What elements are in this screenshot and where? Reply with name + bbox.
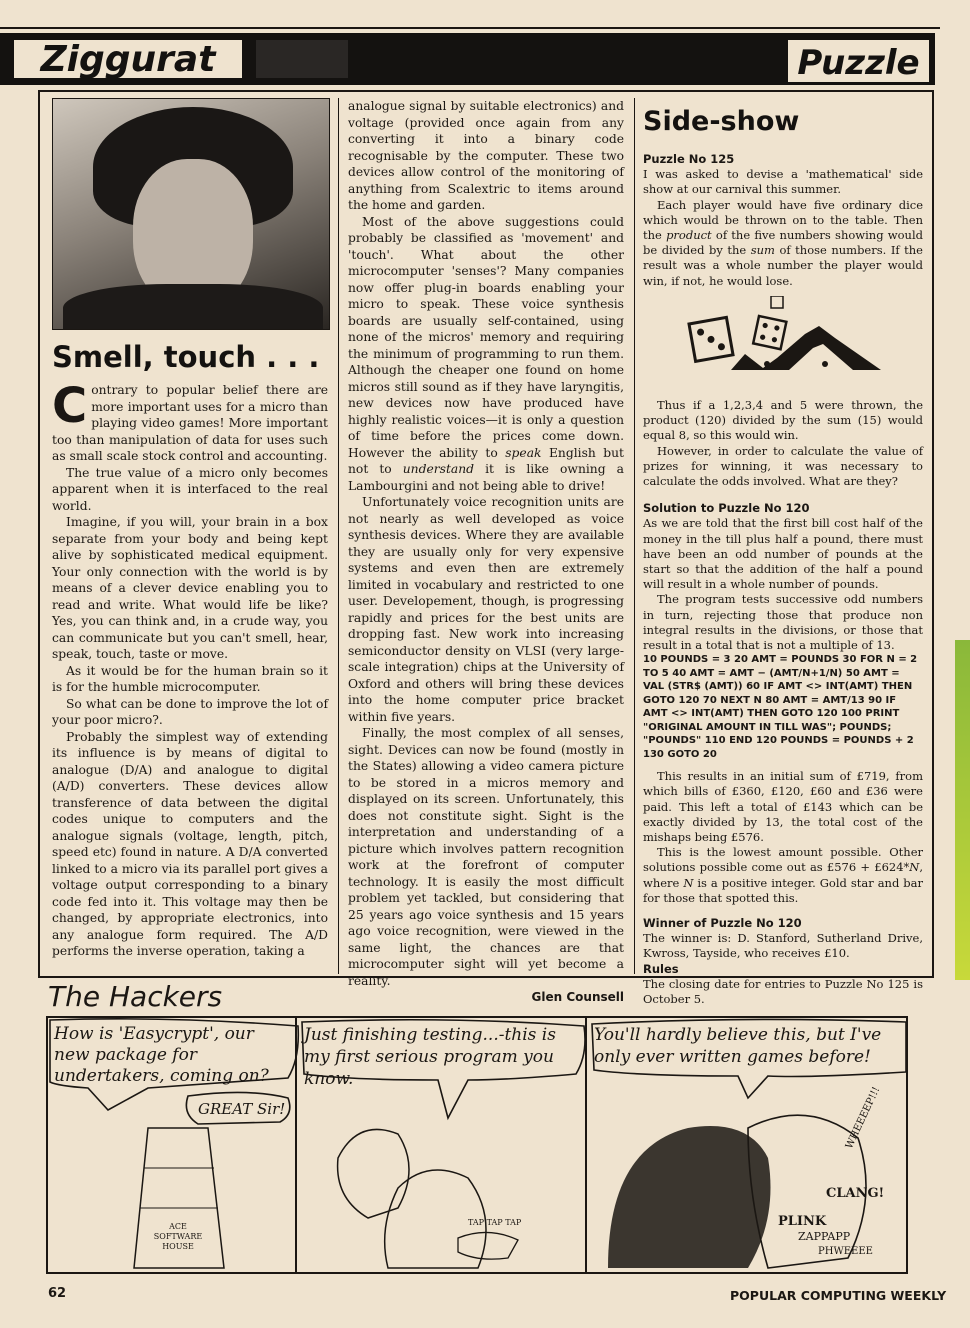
paragraph: The true value of a micro only becomes apparent when it is interfaced to the real world. [52, 465, 328, 513]
puzzle-number: Puzzle No 125 [643, 152, 735, 166]
paragraph: This is the lowest amount possible. Other solutions possible come out as £576 + £624*N, where N is a positive integer. Gold star and bar for those that spotted this. [643, 845, 924, 905]
dice-illustration [685, 296, 905, 376]
rules-heading: Rules [643, 961, 679, 976]
paragraph: Unfortunately voice recognition units are not nearly as well developed as voice synthesis devices. Where they are available they are usually only for very expensive systems and even then are extremely limited in vocabulary and restricted to one user. Developement, though, is progressing rapidly and prices for the best units are dropping fast. New work into increasing semiconductor density on VLSI (very large-scale integration) chips at the University of Oxford and others will bring these devices into the home computer price bracket within five years. [348, 495, 624, 724]
paragraph: However, in order to calculate the value of prizes for winning, it was necessary to calculate the odds involved. What are they? [643, 443, 923, 489]
basic-program-listing: 10 POUNDS = 3 20 AMT = POUNDS 30 FOR N = 2 TO 5 40 AMT = AMT − (AMT/N+1/N) 50 AMT = VAL (STR$ (AMT)) 60 IF AMT <> INT(AMT) THEN GOTO 120 70 NEXT N 80 AMT = AMT/13 90 IF AMT <> INT(AMT) THEN GOTO 120 100 PRINT "ORIGINAL AMOUNT IN TILL WAS"; POUNDS; "POUNDS" 110 END 120 POUNDS = POUNDS + 2 130 GOTO 20 [643, 654, 918, 760]
paragraph: As we are told that the first bill cost half of the money in the till plus half a pound, there must have been an odd number of pounds at the start so that the addition of the half a pound will result in a whole number of pounds. [643, 516, 923, 592]
paragraph: The program tests successive odd numbers in turn, rejecting those that produce non integral results in the divisions, or those that result in a total that is not a multiple of 13. [643, 592, 923, 653]
paragraph: So what can be done to improve the lot of your poor micro?. [52, 696, 328, 727]
paragraph: Imagine, if you will, your brain in a box separate from your body and being kept alive by sophisticated medical equipment. Your only connection with the world is by means of a clever device enabling you to read and write. What would life be like? Yes, you can think and, in a crude way, you can communicate but you can't smell, hear, speak, touch, taste or move. [52, 515, 328, 661]
rules-text: The closing date for entries to Puzzle No 125 is October 5. [643, 976, 923, 1007]
section-title-left: Ziggurat [40, 39, 216, 80]
sound-effect-plink: PLINK [778, 1214, 827, 1229]
page-edge-color [955, 640, 970, 980]
paragraph: I was asked to devise a 'mathematical' side show at our carnival this summer. [643, 167, 923, 197]
page-number: 62 [48, 1286, 67, 1301]
author-photo [52, 98, 330, 330]
die-icon [689, 317, 733, 361]
top-rule [0, 27, 940, 29]
paragraph: Most of the above suggestions could probably be classified as 'movement' and 'touch'. What about the other microcomputer 'senses'? Many companies now offer plug-in boards enabling your micro to speak. These voice synthesis boards are usually self-contained, using none of the micros' memory and requiring the minimum of programming to run them. Although the cheaper one found on home micros still sound as if they have laryngitis, new devices now have produced have highly realistic voices—it is only a question of time before the prices come down. However the ability to speak English but not to understand it is like owning a Lambourgini and not being able to drive! [348, 214, 624, 493]
paragraph: This results in an initial sum of £719, from which bills of £360, £120, £60 and £36 were paid. This left a total of £143 which can be exactly divided by 13, the total cost of the mishaps being £576. [643, 769, 923, 845]
speech-bubble-2: Just finishing testing...-this is my first serious program you know. [304, 1025, 556, 1089]
winner-heading: Winner of Puzzle No 120 [643, 916, 802, 931]
die-icon [771, 296, 783, 308]
puzzle-column-lower [643, 398, 923, 1007]
section-label-ziggurat [12, 38, 244, 80]
article-first-paragraph: Contrary to popular belief there are more important uses for a micro than playing video games! More important too than manipulation of data for uses such as small scale stock control and accounting. [52, 378, 328, 463]
sound-effect-clang: CLANG! [826, 1186, 885, 1201]
middle-article-body [348, 98, 624, 1006]
cartoon-strip [46, 1016, 908, 1274]
tunnel-shape [731, 326, 881, 370]
paragraph: Each player would have five ordinary dice which would be thrown on to the table. Then the product of the five numbers showing would be divided by the sum of those numbers. If the result was a whole number the player would win, if not, he would lose. [643, 197, 923, 288]
left-article-body [52, 378, 328, 960]
solution-heading: Solution to Puzzle No 120 [643, 501, 810, 516]
paragraph: Finally, the most complex of all senses, sight. Devices can now be found (mostly in the States) allowing a video camera picture to be stored in a micros memory and displayed on its screen. Unfortunately, this does not constitute sight. Sight is the interpretation and understanding of a picture which involves pattern recognition work at the forefront of computer technology. It is easily the most difficult problem yet tackled, but considering that 25 years ago voice synthesis and 15 years ago voice recognition, were viewed in the same light, the chances are that microcomputer sight will yet become a reality. [348, 726, 624, 988]
sound-effect-zap: ZAPPAPP [798, 1230, 851, 1243]
column-divider-2 [634, 98, 635, 974]
paragraph: Thus if a 1,2,3,4 and 5 were thrown, the product (120) divided by the sum (15) would equal 8, so this would win. [643, 398, 923, 443]
speech-bubble-1: How is 'Easycrypt', our new package for undertakers, coming on? [54, 1024, 269, 1086]
die-icon [753, 316, 786, 349]
building-sign: ACE SOFTWARE HOUSE [153, 1222, 203, 1251]
sound-effect-wheeep: WHEEEEP!!! [844, 1085, 883, 1151]
sound-effect-phwee: PHWEEEE [818, 1246, 873, 1257]
tap-sound-effect: TAP TAP TAP [468, 1218, 522, 1227]
publication-name: POPULAR COMPUTING WEEKLY [730, 1288, 947, 1303]
speech-bubble-reply: GREAT Sir! [198, 1100, 286, 1118]
author-signature: Glen Counsell [531, 990, 624, 1004]
paragraph: analogue signal by suitable electronics) and voltage (provided once again from any converting it into a binary code recognisable by the computer. These two devices allow control of the monitoring of anything from Scalextric to items around the home and garden. [348, 99, 624, 212]
paragraph: As it would be for the human brain so it is for the humble microcomputer. [52, 663, 328, 694]
column-divider-1 [338, 98, 339, 974]
header-ghost-block [256, 40, 348, 78]
speech-bubble-3: You'll hardly believe this, but I've only ever written games before! [594, 1025, 882, 1067]
article-title: Smell, touch . . . [52, 340, 320, 374]
puzzle-column [643, 152, 923, 289]
drop-cap: C [52, 378, 88, 434]
puzzle-title: Side-show [643, 106, 800, 137]
section-title-right: Puzzle [797, 43, 920, 83]
section-label-puzzle [786, 38, 931, 84]
cartoon-title: The Hackers [48, 980, 223, 1013]
paragraph: Probably the simplest way of extending its influence is by means of digital to analogue (D/A) and analogue to digital (A/D) converters. These devices allow transference of data between the digital codes unique to computers and the analogue signals (voltage, length, pitch, speed etc) found in nature. A D/A converted linked to a micro via its parallel port gives a voltage output corresponding to a binary code fed into it. This voltage may then be changed, by appropriate electronics, into any analogue form required. The A/D performs the inverse operation, taking a [52, 729, 328, 958]
winner-text: The winner is: D. Stanford, Sutherland Drive, Kwross, Tayside, who receives £10. [643, 931, 923, 961]
